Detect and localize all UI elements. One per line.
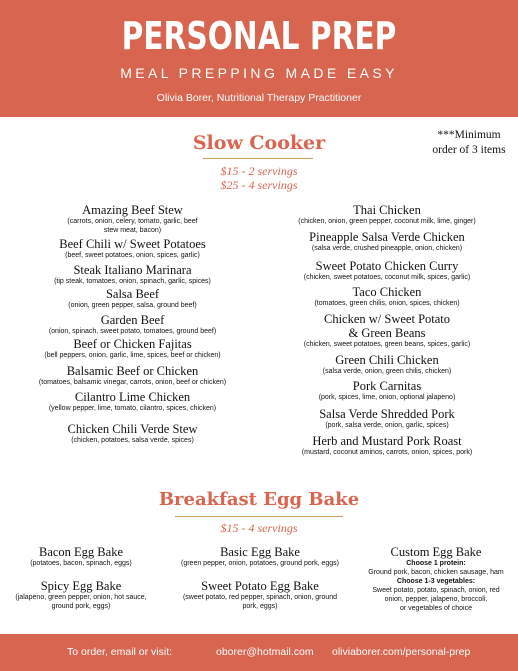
brand-tagline: MEAL PREPPING MADE EASY [120,65,398,81]
menu-item-name: Chicken Chili Verde Stew [67,422,198,436]
menu-item [262,353,512,376]
menu-item-ingredients: ground pork, eggs) [51,603,111,610]
menu-item [10,364,255,387]
menu-item [262,259,512,282]
menu-item-name: Bacon Egg Bake [38,545,123,559]
menu-item-name: Custom Egg Bake [390,545,482,559]
breakfast-price: $15 - 4 servings [220,521,298,535]
menu-item-ingredients: (jalapeno, green pepper, onion, hot sauce, [15,594,147,601]
slow-cooker-heading: Slow Cooker [192,132,326,154]
menu-item [10,263,255,286]
menu-item-name: Steak Italiano Marinara [73,263,192,277]
menu-item [10,287,255,310]
menu-item-name: Balsamic Beef or Chicken [66,364,199,378]
menu-item-name: Salsa Beef [105,287,160,301]
menu-item-ingredients: (salsa verde, crushed pineapple, onion, chicken) [311,245,463,252]
vegetable-options: or vegetables of choice [400,605,472,612]
menu-item-ingredients: (onion, green pepper, salsa, ground beef) [68,302,197,309]
menu-item-name: Salsa Verde Shredded Pork [319,407,455,421]
menu-item [262,379,512,402]
menu-item-ingredients: (tip steak, tomatoes, onion, spinach, garlic, spices) [54,278,211,285]
price-4-servings: $25 - 4 servings [220,178,298,192]
menu-item-name: Beef or Chicken Fajitas [73,337,192,351]
minimum-line-2: order of 3 items [432,144,506,156]
menu-item-name: Chicken w/ Sweet Potato [323,312,451,326]
menu-item-name: Pineapple Salsa Verde Chicken [309,230,465,244]
protein-options: Ground pork, bacon, chicken sausage, ham [368,569,504,576]
author-byline: Olivia Borer, Nutritional Therapy Practitioner [156,92,362,104]
menu-item [262,434,512,457]
menu-item-name-line-2: & Green Beans [348,326,426,340]
breakfast-heading: Breakfast Egg Bake [158,489,360,510]
menu-item [262,230,512,253]
spicy-egg-bake [5,579,157,611]
menu-item-name: Sweet Potato Egg Bake [201,579,319,593]
menu-item [10,203,255,235]
footer-banner [0,634,518,671]
menu-item-name: Sweet Potato Chicken Curry [315,259,459,273]
menu-item-name: Garden Beef [100,313,165,327]
breakfast-divider [175,516,343,517]
order-instructions: To order, email or visit: [67,646,173,658]
menu-item-name: Spicy Egg Bake [40,579,122,593]
menu-item [10,422,255,445]
menu-item [10,237,255,260]
menu-item-ingredients: pork, eggs) [242,603,278,610]
menu-item-ingredients: (yellow pepper, lime, tomato, cilantro, spices, chicken) [48,405,217,412]
menu-item-ingredients: (potatoes, bacon, spinach, eggs) [30,560,132,567]
menu-item-ingredients: (carrots, onion, celery, tomato, garlic, beef [67,218,198,225]
menu-item-ingredients: (chicken, potatoes, salsa verde, spices) [71,437,194,444]
menu-item-ingredients: (salsa verde, onion, green chilis, chicken) [322,368,452,375]
menu-item-name: Pork Carnitas [352,379,422,393]
menu-item-name: Taco Chicken [352,285,422,299]
menu-item-name: Beef Chili w/ Sweet Potatoes [59,237,206,251]
slow-cooker-left-column [10,0,255,460]
website-link[interactable]: oliviaborer.com/personal-prep [332,646,471,658]
menu-item-ingredients: (pork, salsa verde, onion, garlic, spices) [325,422,449,429]
menu-item-name: Amazing Beef Stew [82,203,183,217]
price-2-servings: $15 - 2 servings [220,164,298,178]
menu-item-name: Herb and Mustard Pork Roast [312,434,462,448]
contact-email[interactable]: oborer@hotmail.com [216,646,314,658]
bacon-egg-bake [5,545,157,568]
menu-item-name: Basic Egg Bake [220,545,300,559]
basic-egg-bake [160,545,360,568]
menu-item-ingredients: (beef, sweet potatoes, onion, spices, garlic) [65,252,200,259]
menu-item-ingredients: stew meat, bacon) [103,227,162,234]
vegetable-heading [356,577,516,586]
menu-item-ingredients: (chicken, sweet potatoes, coconut milk, spices, garlic) [303,274,471,281]
menu-item-ingredients: (tomatoes, green chilis, onion, spices, chicken) [314,300,460,307]
menu-item [262,407,512,430]
menu-item-ingredients: (pork, spices, lime, onion, optional jalapeno) [318,394,456,401]
menu-item-ingredients: (chicken, sweet potatoes, green beans, spices, garlic) [303,341,471,348]
menu-item-ingredients: (sweet potato, red pepper, spinach, onion, ground [182,594,338,601]
vegetable-heading-text: Choose 1-3 vegetables: [396,578,476,585]
menu-item-ingredients: (tomatoes, balsamic vinegar, carrots, onion, beef or chicken) [38,379,227,386]
menu-item [262,312,512,349]
sweet-potato-egg-bake [160,579,360,611]
vegetable-options: Sweet potato, potato, spinach, onion, red [372,587,500,594]
menu-item [10,313,255,336]
menu-item-ingredients: (green pepper, onion, potatoes, ground pork, eggs) [181,560,339,567]
slow-cooker-right-column [262,0,512,470]
menu-item [10,337,255,360]
menu-item-ingredients: (bell peppers, onion, garlic, lime, spices, beef or chicken) [44,352,221,359]
vegetable-options: onion, pepper, jalapeno, broccoli, [384,596,488,603]
menu-item [262,285,512,308]
menu-item-ingredients: (onion, spinach, sweet potato, tomatoes, ground beef) [48,328,217,335]
menu-item-name: Green Chili Chicken [335,353,439,367]
protein-heading [356,559,516,568]
menu-item-ingredients: (mustard, coconut aminos, carrots, onion, spices, pork) [301,449,473,456]
minimum-line-1: ***Minimum [437,129,501,141]
menu-item [10,390,255,413]
menu-item-ingredients: (chicken, onion, green pepper, coconut milk, lime, ginger) [298,218,476,225]
custom-egg-bake [356,545,516,613]
menu-item-name: Thai Chicken [353,203,421,217]
brand-title: PERSONAL PREP [121,14,397,58]
menu-item-name: Cilantro Lime Chicken [74,390,191,404]
menu-item [262,203,512,226]
protein-heading-text: Choose 1 protein: [406,560,466,567]
